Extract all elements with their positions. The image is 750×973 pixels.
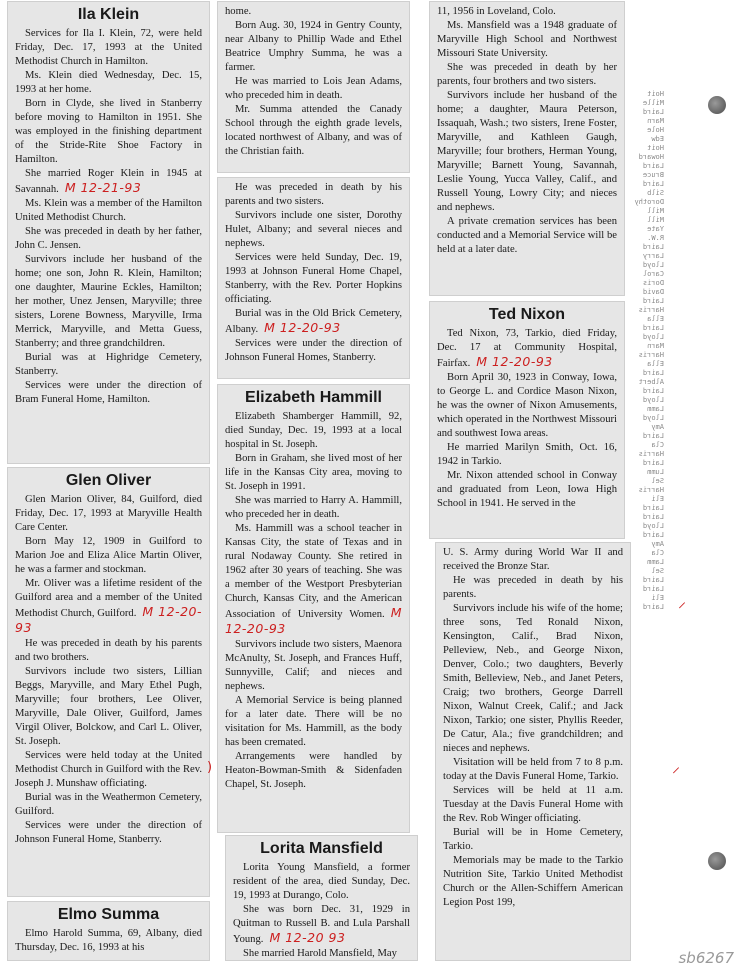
red-check-mark: ⸝ [678, 592, 687, 611]
obituary-text: Ted Nixon, 73, Tarkio, died Friday, Dec. 17 at Community Hospital, Fairfax. [437, 328, 617, 369]
obituary-paragraph: Survivors include her husband of the home; one son, John R. Klein, Hamilton; one daughter, Maurine Eckles, Hamilton; her mother, Unez Jensen, Maryville; three sisters, Lorene Bowness, Maryville, Irma Merrick, Maryville, and Metta Guess, Stanberry; and three grandchildren. [15, 254, 202, 349]
obituary-paragraph: A Memorial Service is being planned for a later date. There will be no visitation for Ms. Hammill, as the body has been cremated. [225, 695, 402, 748]
bleed-through-text: Hoit Mille Laird Marn Hole Edw Hoit Howard Laird Bruce Laird Silb Dorothy Mill Mill Yate R.W. Laird Larry Lloyd Carol Doris David Laird Harris Ella Laird Lloyd Marn Harris Ella Laird Albert Laird Lloyd Lamm Lloyd Amy Laird Cla Harris Laird Lumm Sel Harris Eli Laird Laird Lloyd Laird Amy Cla Lamm Sel Laird Laird Eli Laird [634, 90, 664, 611]
obituary-paragraph [233, 903, 410, 947]
obituary-text: Burial was in the Old Brick Cemetery, Albany. [225, 308, 402, 335]
obituary-paragraph: Survivors include her husband of the home; a daughter, Maura Peterson, Issaquah, Wash.; two sisters, Irene Foster, Maryville, and Kathleen Gaugh, Maryville; four brothers, Herman Young, Maryville; Barnett Young, Savannah, Leslie Young, Yucca Valley, Calif., and Russell Young, Lowry City; and nieces and nephews. [437, 90, 617, 213]
obituary-paragraph: Arrangements were handled by Heaton-Bowman-Smith & Sidenfaden Chapel, St. Joseph. [225, 751, 402, 790]
obituary-paragraph: Ms. Klein was a member of the Hamilton United Methodist Church. [15, 198, 202, 223]
obituary-paragraph: Born April 30, 1923 in Conway, Iowa, to George L. and Cordice Mason Nixon, he was the owner of Nixon Amusements, which operated in the Northwest Missouri and southwest Iowa areas. [437, 372, 617, 439]
obituary-paragraph: She married Harold Mansfield, May [243, 948, 397, 959]
obituary-paragraph: Survivors include two sisters, Maenora McAnulty, St. Joseph, and Frances Huff, Sunnyville, Calif; and nieces and nephews. [225, 639, 402, 692]
obituary-paragraph: U. S. Army during World War II and received the Bronze Star. [443, 547, 623, 572]
obituary-paragraph: A private cremation services has been conducted and a Memorial Service will be held at a later date. [437, 216, 617, 255]
obituary-paragraph: Born in Clyde, she lived in Stanberry before moving to Hamilton in 1951. She was employed in the finishing department of the Stride-Rite Shoe Factory in Hamilton. [15, 98, 202, 165]
obituary-summa-continued-2 [218, 178, 409, 378]
obituary-paragraph: Services for Ila I. Klein, 72, were held Friday, Dec. 17, 1993 at the United Methodist Church in Hamilton. [15, 28, 202, 67]
obituary-paragraph: Lorita Young Mansfield, a former resident of the area, died Sunday, Dec. 19, 1993 at Durango, Colo. [233, 862, 410, 901]
obituary-paragraph: Services were under the direction of Bram Funeral Home, Hamilton. [15, 380, 202, 405]
obituary-title: Ted Nixon [488, 306, 566, 323]
obituary-ila-klein [8, 2, 209, 463]
obituary-paragraph: She was married to Harry A. Hammill, who preceded her in death. [225, 495, 402, 520]
obituary-paragraph: He was preceded in death by his parents and two brothers. [15, 638, 202, 663]
obituary-text: Mr. Oliver was a lifetime resident of the Guilford area and a member of the United Methodist Church, Guilford. [15, 578, 202, 619]
obituary-paragraph: He married Marilyn Smith, Oct. 16, 1942 in Tarkio. [437, 442, 617, 467]
catalog-number: sb6267 [678, 949, 734, 967]
obituary-paragraph: He was preceded in death by his parents. [443, 575, 623, 600]
obituary-paragraph: Survivors include one sister, Dorothy Hulet, Albany; and several nieces and nephews. [225, 210, 402, 249]
obituary-paragraph: Mr. Summa attended the Canady School through the eighth grade levels, located northwest of Albany, and was of the Christian faith. [225, 104, 402, 157]
obituary-paragraph: She was preceded in death by her parents, four brothers and two sisters. [437, 62, 617, 87]
obituary-paragraph: Born May 12, 1909 in Guilford to Marion Joe and Eliza Alice Martin Oliver, he was a farmer and stockman. [15, 536, 202, 575]
obituary-paragraph [15, 577, 202, 637]
obituary-paragraph: Services were under the direction of Johnson Funeral Homes, Stanberry. [225, 338, 402, 363]
obituary-ted-nixon [430, 302, 624, 538]
obituary-paragraph: Services will be held at 11 a.m. Tuesday at the Davis Funeral Home with the Rev. Rob Winger officiating. [443, 785, 623, 824]
obituary-mansfield-continued [430, 2, 624, 295]
obituary-text: Ms. Hammill was a school teacher in Kansas City, the state of Texas and in rural Nodaway County. She retired in 1962 after 30 years of teaching. She was a member of the Westport Presbyterian Church, Kansas City, and the American Association of University Women. [225, 523, 402, 620]
obituary-glen-oliver [8, 468, 209, 896]
obituary-paragraph: Mr. Nixon attended school in Conway and graduated from Leon, Iowa High School in 1941. He served in the [437, 470, 617, 509]
handwritten-date-note: M 12-20 93 [269, 930, 346, 945]
obituary-elmo-summa [8, 902, 209, 960]
obituary-paragraph: Burial was at Highridge Cemetery, Stanberry. [15, 352, 202, 377]
red-check-mark: ⸝ [672, 757, 681, 776]
obituary-paragraph: Services were held Sunday, Dec. 19, 1993 at Johnson Funeral Home Chapel, Stanberry, with the Rev. Porter Hopkins officiating. [225, 252, 402, 305]
obituary-paragraph: Glen Marion Oliver, 84, Guilford, died Friday, Dec. 17, 1993 at Maryville Health Care Center. [15, 494, 202, 533]
obituary-paragraph [15, 167, 202, 197]
obituary-paragraph: He was preceded in death by his parents and two sisters. [225, 182, 402, 207]
handwritten-date-note: M 12-20-93 [264, 320, 341, 335]
obituary-text: She was born Dec. 31, 1929 in Quitman to Russell B. and Lula Parshall Young. [233, 904, 410, 945]
obituary-title: Elmo Summa [57, 906, 160, 923]
obituary-elizabeth-hammill [218, 385, 409, 832]
punch-hole [708, 852, 726, 870]
obituary-lorita-mansfield [226, 836, 417, 960]
obituary-paragraph: Services were under the direction of Johnson Funeral Home, Stanberry. [15, 820, 202, 845]
obituary-paragraph [225, 522, 402, 638]
handwritten-date-note: M 12-20-93 [225, 605, 402, 636]
obituary-title: Lorita Mansfield [260, 840, 383, 857]
obituary-paragraph: Burial was in the Weathermon Cemetery, Guilford. [15, 792, 202, 817]
obituary-summa-continued [218, 2, 409, 172]
obituary-paragraph [225, 307, 402, 337]
obituary-paragraph: He was married to Lois Jean Adams, who preceded him in death. [225, 76, 402, 101]
obituary-paragraph: Burial will be in Home Cemetery, Tarkio. [443, 827, 623, 852]
obituary-paragraph [437, 327, 617, 371]
obituary-paragraph: Ms. Mansfield was a 1948 graduate of Maryville High School and Northwest Missouri State University. [437, 20, 617, 59]
red-check-mark: ) [207, 760, 213, 775]
handwritten-date-note: M 12-21-93 [64, 180, 142, 195]
obituary-paragraph: Visitation will be held from 7 to 8 p.m. today at the Davis Funeral Home, Tarkio. [443, 757, 623, 782]
punch-hole [708, 96, 726, 114]
obituary-title: Elizabeth Hammill [245, 389, 382, 406]
obituary-title: Glen Oliver [65, 472, 152, 489]
obituary-paragraph: Born Aug. 30, 1924 in Gentry County, near Albany to Phillip Wade and Ethel Beatrice Umphry Summa, he was a farmer. [225, 20, 402, 73]
obituary-paragraph: Survivors include his wife of the home; three sons, Ted Ronald Nixon, Kensington, Calif., Brad Nixon, Pelleview, Neb., and George Nixon, Denver, Colo.; two daughters, Beverly Smith, Belleview, Neb., and Janet Peters, Craig; two brothers, George Darrell Nixon, Walnut Creek, Calif.; and Jack Nixon, Tarkio; one sister, Phyllis Reeder, De Catur, Ala.; five grandchildren; and nieces and nephews. [443, 603, 623, 754]
obituary-paragraph: Ms. Klein died Wednesday, Dec. 15, 1993 at her home. [15, 70, 202, 95]
handwritten-date-note: M 12-20-93 [15, 604, 202, 635]
obituary-paragraph: Memorials may be made to the Tarkio Nutrition Site, Tarkio United Methodist Church or the Allen-Schiffern American Legion Post 199, [443, 855, 623, 908]
obituary-paragraph: Elizabeth Shamberger Hammill, 92, died Sunday, Dec. 19, 1993 at a local hospital in St. Joseph. [225, 411, 402, 450]
obituary-paragraph: She was preceded in death by her father, John C. Jensen. [15, 226, 202, 251]
obituary-nixon-continued [436, 543, 630, 960]
obituary-text: She married Roger Klein in 1945 at Savannah. [15, 168, 202, 195]
obituary-paragraph: Services were held today at the United Methodist Church in Guilford with the Rev. Joseph J. Munshaw officiating. [15, 750, 202, 789]
obituary-paragraph: home. [225, 6, 252, 17]
handwritten-date-note: M 12-20-93 [476, 354, 553, 369]
obituary-paragraph: Elmo Harold Summa, 69, Albany, died Thursday, Dec. 16, 1993 at his [15, 928, 202, 953]
obituary-paragraph: 11, 1956 in Loveland, Colo. [437, 6, 556, 17]
obituary-paragraph: Survivors include two sisters, Lillian Beggs, Maryville, and Mary Ethel Pugh, Maryville; four brothers, Lee Oliver, Maryville, Dale Oliver, Guilford, James Virgil Oliver, Bolckow, and Carl L. Oliver, St. Joseph. [15, 666, 202, 747]
obituary-title: Ila Klein [77, 6, 140, 23]
obituary-paragraph: Born in Graham, she lived most of her life in the Kansas City area, moving to St. Joseph in 1991. [225, 453, 402, 492]
